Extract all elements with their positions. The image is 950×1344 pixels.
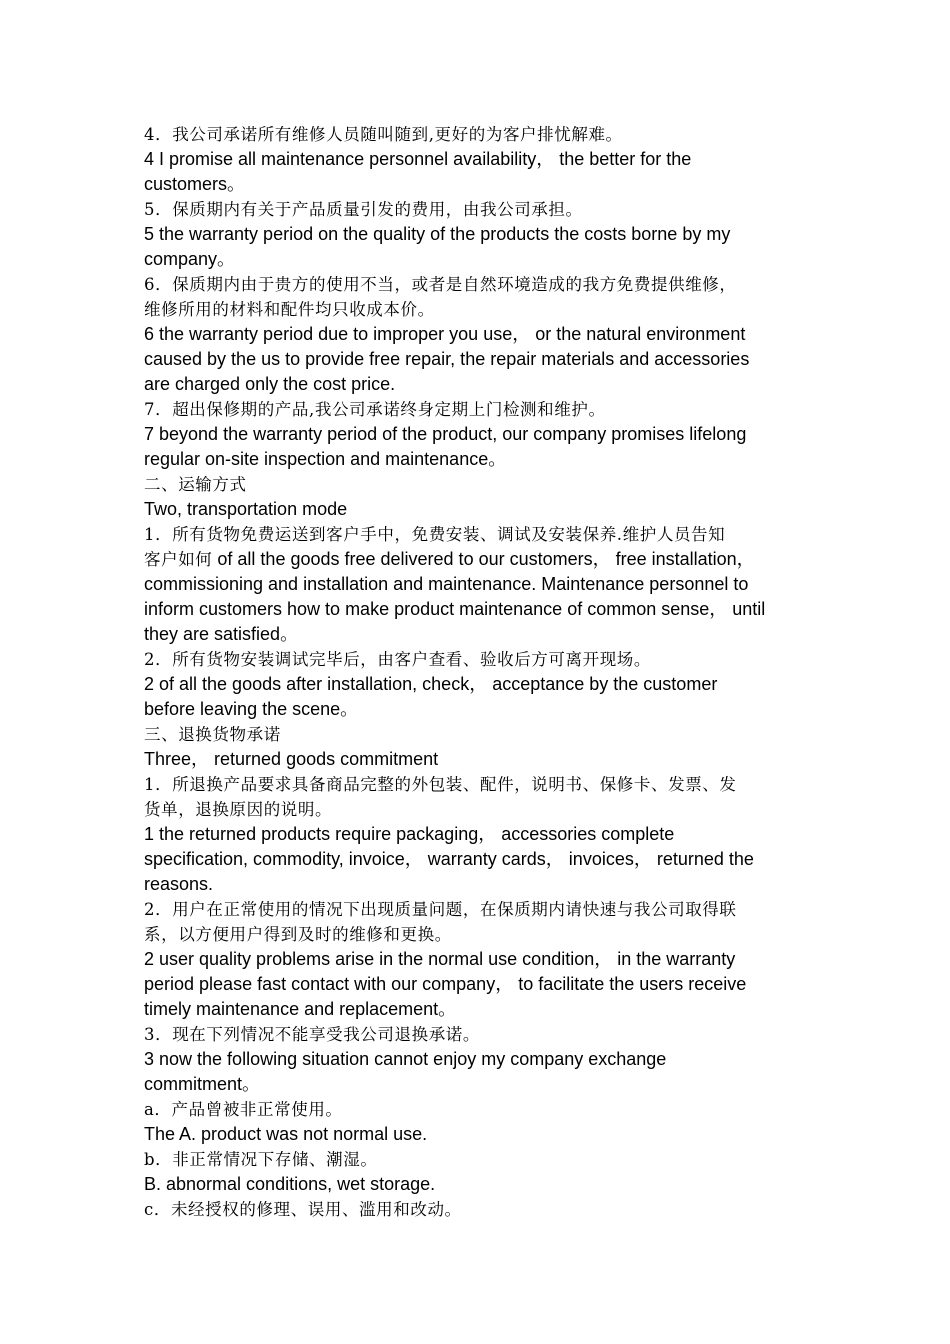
document-line: [144, 597, 812, 622]
line-text-chinese: a．产品曾被非正常使用。: [144, 1100, 343, 1119]
document-line: [144, 747, 812, 772]
document-line: [144, 1072, 812, 1097]
line-text-chinese: 3．现在下列情况不能享受我公司退换承诺。: [144, 1025, 480, 1044]
line-text-english: Two, transportation mode: [144, 499, 348, 519]
line-text-chinese: 2．用户在正常使用的情况下出现质量问题，在保质期内请快速与我公司取得联: [144, 900, 737, 919]
line-text-chinese: 三、退换货物承诺: [144, 725, 281, 744]
line-text-chinese: 二、运输方式: [144, 475, 247, 494]
line-text-chinese: b．非正常情况下存储、潮湿。: [144, 1150, 378, 1169]
document-line: [144, 897, 812, 922]
line-text-english: reasons.: [144, 874, 214, 894]
line-text-english: of all the goods free delivered to our customers， free installation，: [212, 549, 755, 569]
line-text-chinese: 货单，退换原因的说明。: [144, 800, 333, 819]
line-text-english: Three， returned goods commitment: [144, 749, 439, 769]
line-text-english: commissioning and installation and maintenance. Maintenance personnel to: [144, 574, 749, 594]
line-text-chinese: 1．所退换产品要求具备商品完整的外包装、配件，说明书、保修卡、发票、发: [144, 775, 737, 794]
line-text-english: before leaving the scene。: [144, 699, 359, 719]
document-line: [144, 147, 812, 172]
document-line: [144, 947, 812, 972]
line-text-english: inform customers how to make product maintenance of common sense， until: [144, 599, 766, 619]
line-text-english: specification, commodity, invoice， warranty cards， invoices， returned the: [144, 849, 754, 869]
document-line: [144, 272, 812, 297]
line-text-english: 3 now the following situation cannot enjoy my company exchange: [144, 1049, 667, 1069]
line-text-english: company。: [144, 249, 236, 269]
document-line: [144, 922, 812, 947]
document-line: [144, 1022, 812, 1047]
line-text-english: 5 the warranty period on the quality of the products the costs borne by my: [144, 224, 731, 244]
document-line: [144, 547, 812, 572]
document-line: [144, 222, 812, 247]
line-text-chinese: c．未经授权的修理、误用、滥用和改动。: [144, 1200, 462, 1219]
line-text-english: caused by the us to provide free repair, the repair materials and accessories: [144, 349, 750, 369]
document-line: [144, 822, 812, 847]
document-line: [144, 1147, 812, 1172]
document-line: [144, 872, 812, 897]
line-text-chinese: 7．超出保修期的产品,我公司承诺终身定期上门检测和维护。: [144, 400, 606, 419]
document-line: [144, 1047, 812, 1072]
line-text-english: B. abnormal conditions, wet storage.: [144, 1174, 436, 1194]
document-line: [144, 472, 812, 497]
document-line: [144, 172, 812, 197]
document-line: [144, 247, 812, 272]
document-line: [144, 1172, 812, 1197]
document-line: [144, 997, 812, 1022]
document-line: [144, 297, 812, 322]
document-line: [144, 522, 812, 547]
document-line: [144, 422, 812, 447]
document-line: [144, 1097, 812, 1122]
line-text-english: period please fast contact with our company， to facilitate the users receive: [144, 974, 747, 994]
document-line: [144, 1122, 812, 1147]
line-text-chinese: 4．我公司承诺所有维修人员随叫随到,更好的为客户排忧解难。: [144, 125, 623, 144]
document-body: [144, 122, 812, 1222]
line-text-english: are charged only the cost price.: [144, 374, 396, 394]
document-line: [144, 122, 812, 147]
document-page: [144, 122, 812, 1222]
line-text-chinese: 6．保质期内由于贵方的使用不当，或者是自然环境造成的我方免费提供维修，: [144, 275, 737, 294]
document-line: [144, 347, 812, 372]
document-line: [144, 847, 812, 872]
document-line: [144, 722, 812, 747]
line-text-english: timely maintenance and replacement。: [144, 999, 457, 1019]
line-text-chinese: 系，以方便用户得到及时的维修和更换。: [144, 925, 452, 944]
line-text-chinese: 客户如何: [144, 550, 213, 569]
line-text-english: regular on-site inspection and maintenance。: [144, 449, 507, 469]
document-line: [144, 622, 812, 647]
document-line: [144, 697, 812, 722]
document-line: [144, 497, 812, 522]
document-line: [144, 322, 812, 347]
document-line: [144, 372, 812, 397]
document-line: [144, 572, 812, 597]
line-text-chinese: 5．保质期内有关于产品质量引发的费用，由我公司承担。: [144, 200, 583, 219]
line-text-english: 7 beyond the warranty period of the product, our company promises lifelong: [144, 424, 747, 444]
document-line: [144, 447, 812, 472]
line-text-english: 2 user quality problems arise in the normal use condition， in the warranty: [144, 949, 736, 969]
document-line: [144, 972, 812, 997]
line-text-english: commitment。: [144, 1074, 261, 1094]
document-line: [144, 647, 812, 672]
document-line: [144, 672, 812, 697]
line-text-english: The A. product was not normal use.: [144, 1124, 428, 1144]
line-text-english: 2 of all the goods after installation, check， acceptance by the customer: [144, 674, 718, 694]
document-line: [144, 397, 812, 422]
line-text-english: customers。: [144, 174, 246, 194]
line-text-english: 1 the returned products require packaging， accessories complete: [144, 824, 675, 844]
line-text-english: 4 I promise all maintenance personnel availability， the better for the: [144, 149, 692, 169]
document-line: [144, 1197, 812, 1222]
line-text-english: they are satisfied。: [144, 624, 299, 644]
document-line: [144, 772, 812, 797]
line-text-chinese: 1．所有货物免费运送到客户手中，免费安装、调试及安装保养.维护人员告知: [144, 525, 726, 544]
document-line: [144, 197, 812, 222]
line-text-chinese: 2．所有货物安装调试完毕后，由客户查看、验收后方可离开现场。: [144, 650, 651, 669]
line-text-chinese: 维修所用的材料和配件均只收成本价。: [144, 300, 435, 319]
line-text-english: 6 the warranty period due to improper you use， or the natural environment: [144, 324, 746, 344]
document-line: [144, 797, 812, 822]
